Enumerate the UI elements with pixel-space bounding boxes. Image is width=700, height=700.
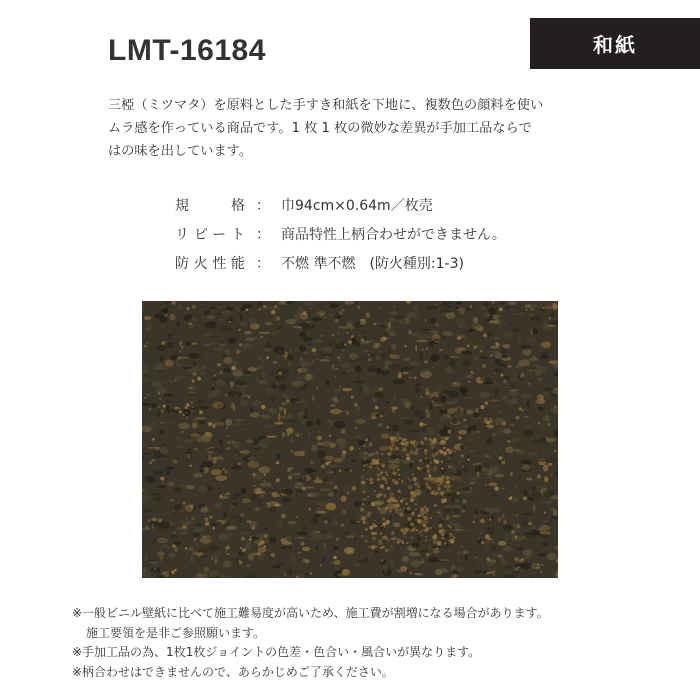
notes-section (72, 604, 549, 682)
texture-swatch-image (142, 301, 558, 578)
spec-separator: ： (256, 197, 270, 214)
product-description (108, 94, 608, 163)
spec-separator: ： (256, 255, 270, 272)
spec-value: 巾94cm×0.64m／枚売 (281, 197, 433, 214)
spec-label: 防火性能 (175, 255, 245, 272)
spec-value: 商品特性上柄合わせができません。 (281, 226, 506, 243)
category-badge (530, 18, 700, 69)
spec-row-size (175, 190, 506, 219)
description-line: はの味を出しています。 (108, 144, 253, 159)
spec-separator: ： (256, 226, 270, 243)
description-line: ムラ感を作っている商品です。1 枚 1 枚の微妙な差異が手加工品ならで (108, 121, 532, 136)
spec-label: リピート (175, 226, 245, 243)
note-line: ※柄合わせはできませんので、あらかじめご了承ください。 (72, 664, 394, 679)
note-line: ※一般ビニル壁紙に比べて施工難易度が高いため、施工費が割増になる場合があります。 (72, 606, 549, 620)
spec-row-fire-rating (175, 248, 506, 277)
description-line: 三椏（ミツマタ）を原料とした手すき和紙を下地に、複数色の顔料を使い (108, 98, 544, 113)
note-line: 施工要領を是非ご参照願います。 (86, 625, 266, 640)
product-code: LMT-16184 (108, 34, 266, 67)
spec-value: 不燃 準不燃 (防火種別:1-3) (281, 255, 464, 272)
texture-swatch-graphic (142, 301, 558, 578)
note-line: ※手加工品の為、1枚1枚ジョイントの色差・色合い・風合いが異なります。 (72, 645, 481, 659)
category-label: 和紙 (593, 33, 637, 57)
spec-label: 規 格 (175, 197, 245, 214)
spec-row-repeat (175, 219, 506, 248)
spec-table (175, 190, 506, 277)
